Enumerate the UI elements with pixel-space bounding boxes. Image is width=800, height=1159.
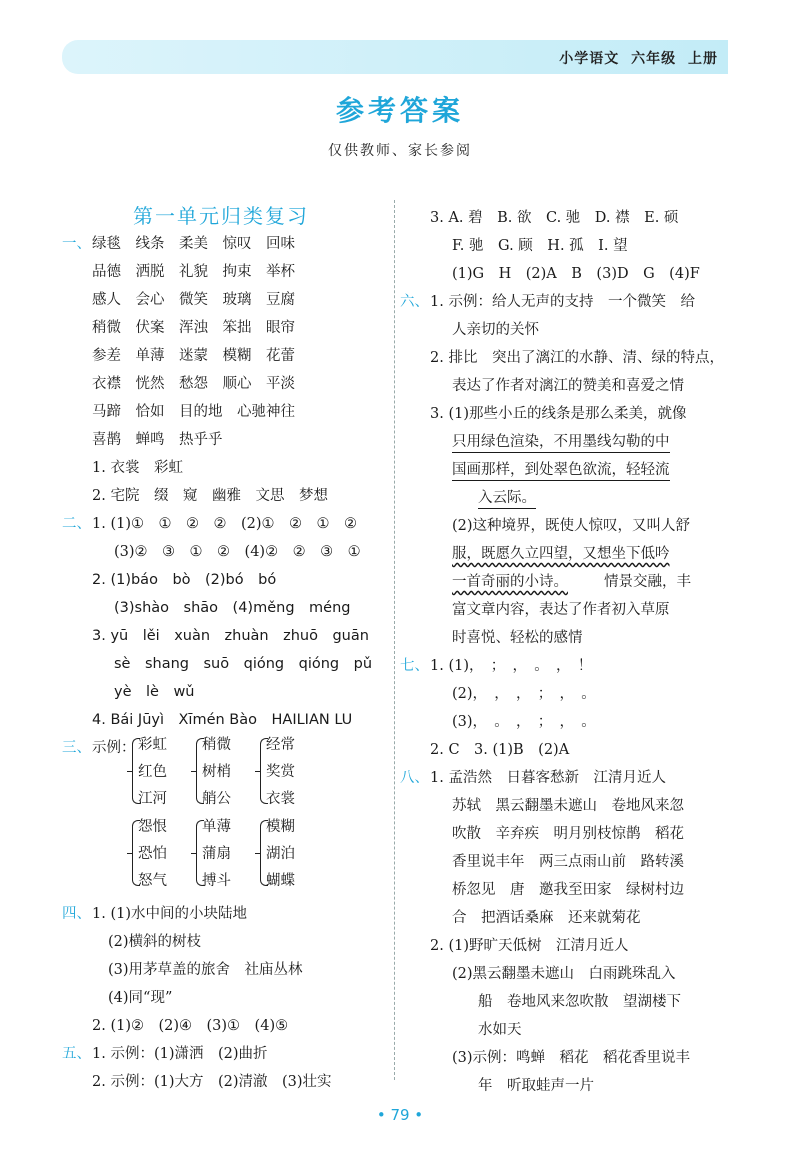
word-item: 稍微	[202, 737, 231, 753]
answer-line: 4. Bái Jūyì Xīmén Bào HAILIAN LU	[92, 712, 353, 728]
answer-line: (3)用茅草盖的旅舍 社庙丛林	[108, 962, 303, 978]
unit-title: 第一单元归类复习	[133, 204, 309, 228]
section-7-marker: 七、	[400, 658, 429, 674]
word-item: 江河	[138, 791, 167, 807]
answer-line: 2. C 3. (1)B (2)A	[430, 742, 570, 758]
answer-line: 2. (1)野旷天低树 江清月近人	[430, 938, 629, 954]
answer-line: 1. 衣裳 彩虹	[92, 460, 183, 476]
word-item: 单薄	[202, 819, 231, 835]
answer-line: 3. A. 碧 B. 欲 C. 驰 D. 襟 E. 硕	[430, 210, 679, 226]
answer-line: (2)黑云翻墨未遮山 白雨跳珠乱入	[452, 966, 676, 982]
answer-line: 香里说丰年 两三点雨山前 路转溪	[452, 854, 684, 870]
answer-line: 桥忽见 唐 邀我至田家 绿树村边	[452, 882, 684, 898]
answer-line: 水如天	[478, 1022, 522, 1038]
page-number: • 79 •	[376, 1106, 424, 1124]
header-meta: 小学语文 六年级 上册	[559, 51, 718, 67]
answer-line: 人亲切的关怀	[452, 322, 539, 338]
answer-line: (1)G H (2)A B (3)D G (4)F	[452, 266, 700, 282]
answer-line: 感人 会心 微笑 玻璃 豆腐	[92, 292, 295, 308]
section-4-marker: 四、	[62, 906, 91, 922]
column-divider	[394, 200, 395, 1080]
answer-line: 时喜悦、轻松的感情	[452, 630, 583, 646]
section-2-marker: 二、	[62, 516, 91, 532]
word-item: 蝴蝶	[266, 873, 295, 889]
answer-line: 喜鹊 蝉鸣 热乎乎	[92, 432, 223, 448]
section-3-marker: 三、	[62, 740, 91, 756]
word-item: 怨恨	[138, 819, 167, 835]
answer-line-underlined: 3. (1)那些小丘的线条是那么柔美，就像	[430, 406, 687, 422]
answer-line: 苏轼 黑云翻墨未遮山 卷地风来忽	[452, 798, 684, 814]
answer-line: (3)② ③ ① ② (4)② ② ③ ①	[114, 544, 361, 560]
answer-line: 富文章内容，表达了作者初入草原	[452, 602, 670, 618]
answer-line: 2. (1)② (2)④ (3)① (4)⑤	[92, 1018, 289, 1034]
answer-line: (4)同“现”	[108, 990, 173, 1006]
word-item: 恐怕	[138, 846, 167, 862]
word-item: 衣裳	[266, 791, 295, 807]
answer-line: 1. 示例：给人无声的支持 一个微笑 给	[430, 294, 695, 310]
page-title: 参考答案	[335, 94, 464, 127]
answer-line: 船 卷地风来忽吹散 望湖楼下	[478, 994, 681, 1010]
answer-line: 吹散 辛弃疾 明月别枝惊鹊 稻花	[452, 826, 684, 842]
word-item: 模糊	[266, 819, 295, 835]
answer-line: 2. (1)báo bò (2)bó bó	[92, 572, 277, 588]
page-subtitle: 仅供教师、家长参阅	[328, 143, 472, 159]
word-item: 蒲扇	[202, 846, 231, 862]
answer-line-underlined: 入云际。	[478, 488, 536, 509]
answer-line: 1. (1)水中间的小块陆地	[92, 906, 247, 922]
answer-line: 情景交融，丰	[604, 574, 691, 590]
answer-line: 1. (1)， ； ， 。 ， ！	[430, 658, 593, 674]
word-item: 搏斗	[202, 873, 231, 889]
answer-line: 绿毯 线条 柔美 惊叹 回味	[92, 236, 295, 252]
answer-line: 品德 洒脱 礼貌 拘束 举杯	[92, 264, 295, 280]
answer-line: (2)横斜的树枝	[108, 934, 202, 950]
answer-line: (2)， ， ， ； ， 。	[452, 686, 596, 702]
answer-line: 衣襟 恍然 愁怨 顺心 平淡	[92, 376, 295, 392]
answer-line: 年 听取蛙声一片	[478, 1078, 594, 1094]
word-item: 树梢	[202, 764, 231, 780]
answer-line: 2. 排比 突出了漓江的水静、清、绿的特点，	[430, 350, 724, 366]
section-8-marker: 八、	[400, 770, 429, 786]
answer-line: sè shang suō qióng qióng pǔ	[114, 656, 373, 672]
answer-line: yè lè wǔ	[114, 684, 195, 700]
word-item: 经常	[266, 737, 295, 753]
word-item: 湖泊	[266, 846, 295, 862]
answer-line-wavy: (2)这种境界，既使人惊叹，又叫人舒	[452, 518, 691, 534]
answer-line-wavy: 一首奇丽的小诗。	[452, 574, 568, 590]
word-item: 奖赏	[266, 764, 295, 780]
answer-line: 3. yū lěi xuàn zhuàn zhuō guān	[92, 628, 369, 644]
answer-line: 稍微 伏案 浑浊 笨拙 眼帘	[92, 320, 295, 336]
answer-line: 2. 宅院 缀 窥 幽雅 文思 梦想	[92, 488, 328, 504]
answer-line: 马蹄 恰如 目的地 心驰神往	[92, 404, 295, 420]
answer-line: (3)shào shāo (4)měng méng	[114, 600, 351, 616]
section-6-marker: 六、	[400, 294, 429, 310]
answer-line: 1. (1)① ① ② ② (2)① ② ① ②	[92, 516, 358, 532]
section-5-marker: 五、	[62, 1046, 91, 1062]
word-item: 红色	[138, 764, 167, 780]
answer-line: 2. 示例：(1)大方 (2)清澈 (3)壮实	[92, 1074, 332, 1090]
answer-line: F. 驰 G. 顾 H. 孤 I. 望	[452, 238, 628, 254]
answer-line-underlined: 国画那样，到处翠色欲流，轻轻流	[452, 460, 670, 481]
answer-line-wavy: 服，既愿久立四望，又想坐下低吟	[452, 546, 670, 562]
answer-line: (3)， 。 ， ； ， 。	[452, 714, 596, 730]
answer-line: 参差 单薄 迷蒙 模糊 花蕾	[92, 348, 295, 364]
answer-line: 1. 孟浩然 日暮客愁新 江清月近人	[430, 770, 666, 786]
answer-line: 合 把酒话桑麻 还来就菊花	[452, 910, 641, 926]
word-item: 艄公	[202, 791, 231, 807]
example-label: 示例：	[92, 740, 136, 756]
word-item: 怒气	[138, 873, 167, 889]
answer-line-underlined: 只用绿色渲染，不用墨线勾勒的中	[452, 432, 670, 453]
word-item: 彩虹	[138, 737, 167, 753]
answer-line: 1. 示例：(1)潇洒 (2)曲折	[92, 1046, 268, 1062]
section-1-marker: 一、	[62, 236, 91, 252]
answer-line: 表达了作者对漓江的赞美和喜爱之情	[452, 378, 684, 394]
answer-line: (3)示例：鸣蝉 稻花 稻花香里说丰	[452, 1050, 691, 1066]
